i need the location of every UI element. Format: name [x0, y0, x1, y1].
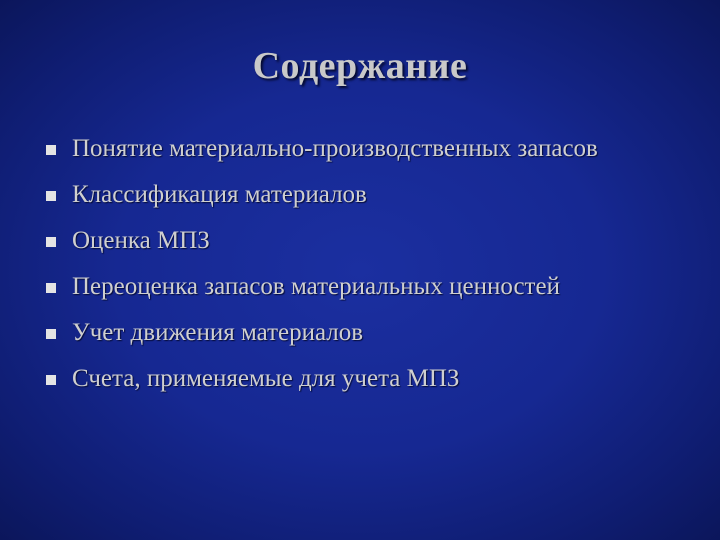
square-bullet-icon [46, 237, 56, 247]
square-bullet-icon [46, 329, 56, 339]
list-item-label: Оценка МПЗ [72, 227, 210, 254]
list-item [0, 270, 720, 304]
list-item [0, 224, 720, 258]
list-item [0, 316, 720, 350]
list-item-label: Классификация материалов [72, 181, 367, 208]
list-item [0, 178, 720, 212]
square-bullet-icon [46, 375, 56, 385]
list-item-label: Переоценка запасов материальных ценностей [72, 273, 560, 300]
square-bullet-icon [46, 191, 56, 201]
list-item-label: Понятие материально-производственных запасов [72, 135, 598, 162]
list-item-label: Счета, применяемые для учета МПЗ [72, 365, 460, 392]
contents-list [0, 132, 720, 408]
slide-title: Содержание [252, 45, 468, 87]
list-item [0, 362, 720, 396]
list-item-label: Учет движения материалов [72, 319, 364, 346]
list-item [0, 132, 652, 166]
square-bullet-icon [46, 145, 56, 155]
square-bullet-icon [46, 283, 56, 293]
